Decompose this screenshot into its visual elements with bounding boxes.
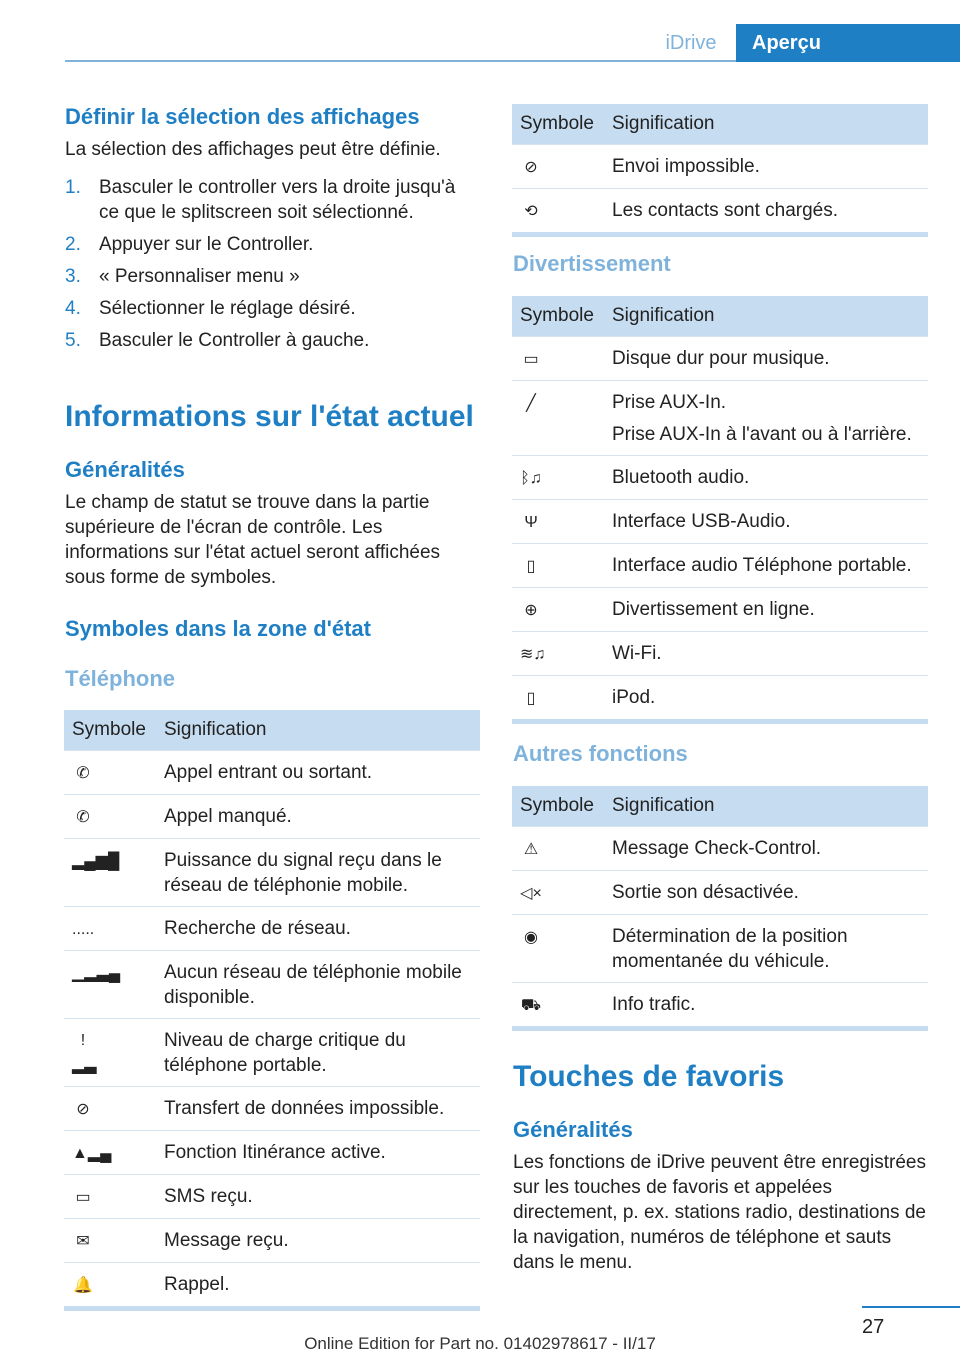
step-text: Basculer le controller vers la droite jusqu'à ce que le splitscreen soit sélectionné.	[99, 177, 456, 223]
table-row	[512, 500, 928, 544]
meaning-text: Interface audio Téléphone portable.	[612, 555, 912, 576]
warning-icon: ⚠	[523, 841, 539, 858]
symbol-cell	[64, 951, 156, 1019]
heading-favorites: Touches de favoris	[513, 1060, 785, 1093]
table-row	[512, 189, 928, 235]
symbol-cell	[64, 751, 156, 795]
meaning-cell	[156, 795, 480, 839]
symbol-cell	[64, 1219, 156, 1263]
meaning-cell	[604, 145, 928, 189]
telephone-symbols-table	[64, 710, 480, 1311]
meaning-text: Bluetooth audio.	[612, 467, 750, 488]
symbol-cell	[64, 1019, 156, 1087]
table-row	[512, 588, 928, 632]
footer-rule	[862, 1306, 960, 1308]
meaning-cell	[156, 1019, 480, 1087]
column-header-symbol: Symbole	[64, 710, 156, 751]
phone-audio-icon: ▯	[526, 558, 536, 575]
header-chapter-tab[interactable]: Aperçu	[736, 24, 960, 62]
heading-general-favorites: Généralités	[513, 1117, 633, 1142]
table-row	[64, 907, 480, 951]
symbol-cell	[64, 1131, 156, 1175]
network-search-icon: .....	[72, 921, 95, 938]
low-battery-icon: !▂▃	[72, 1032, 97, 1074]
table-row	[64, 1019, 480, 1087]
table-row	[512, 983, 928, 1029]
table-row	[64, 1087, 480, 1131]
symbol-cell	[512, 632, 604, 676]
meaning-text: SMS reçu.	[164, 1186, 253, 1207]
meaning-text: Interface USB-Audio.	[612, 511, 791, 532]
meaning-text: Transfert de données impossible.	[164, 1098, 445, 1119]
steps-list	[65, 175, 480, 360]
meaning-text: Info trafic.	[612, 994, 696, 1015]
symbol-cell	[512, 588, 604, 632]
position-icon: ◉	[524, 929, 538, 946]
symbol-cell	[512, 337, 604, 381]
column-header-symbol: Symbole	[512, 104, 604, 145]
symbol-cell	[512, 456, 604, 500]
step-text: Sélectionner le réglage désiré.	[99, 298, 356, 319]
table-row	[512, 337, 928, 381]
paragraph-general: Le champ de statut se trouve dans la partie supérieure de l'écran de contrôle. Les informations sur l'état actuel seront affichées sous forme de symboles.	[65, 492, 441, 588]
step-number: 2.	[65, 234, 81, 255]
symbol-cell	[512, 145, 604, 189]
symbol-cell	[512, 381, 604, 456]
meaning-text: Message reçu.	[164, 1230, 289, 1251]
symbol-cell	[64, 795, 156, 839]
symbol-cell	[64, 1175, 156, 1219]
symbol-cell	[512, 983, 604, 1029]
table-row	[512, 676, 928, 722]
meaning-text: Divertissement en ligne.	[612, 599, 815, 620]
table-row	[512, 381, 928, 456]
table-header-row	[512, 786, 928, 827]
step-item	[65, 232, 480, 257]
table-row	[64, 951, 480, 1019]
header-section-tab[interactable]: iDrive	[665, 32, 717, 54]
meaning-text: Appel entrant ou sortant.	[164, 762, 373, 783]
hard-disk-icon: ▭	[523, 351, 539, 368]
heading-select-displays: Définir la sélection des affichages	[65, 104, 420, 129]
meaning-cell	[604, 544, 928, 588]
meaning-cell	[156, 907, 480, 951]
usb-icon: Ψ	[524, 514, 538, 531]
edition-info: Online Edition for Part no. 01402978617 - II/17	[304, 1334, 656, 1353]
roaming-icon: ▲▂▄	[72, 1145, 112, 1162]
column-header-meaning: Signification	[604, 296, 928, 337]
meaning-cell	[156, 1131, 480, 1175]
table-header-row	[64, 710, 480, 751]
signal-strength-icon: ▂▄▆█	[72, 853, 120, 870]
heading-general: Généralités	[65, 457, 185, 482]
heading-status-symbols: Symboles dans la zone d'état	[65, 616, 371, 641]
column-header-symbol: Symbole	[512, 786, 604, 827]
page-number: 27	[862, 1316, 885, 1338]
symbol-cell	[64, 907, 156, 951]
step-item	[65, 264, 480, 289]
step-item	[65, 175, 480, 225]
phone-call-icon: ✆	[76, 765, 90, 782]
meaning-text: Détermination de la position momentanée du véhicule.	[612, 926, 848, 972]
table-row	[64, 795, 480, 839]
meaning-text: Message Check-Control.	[612, 838, 822, 859]
online-entertainment-icon: ⊕	[524, 602, 538, 619]
step-number: 3.	[65, 266, 81, 287]
message-icon: ✉	[76, 1233, 90, 1250]
meaning-cell	[604, 381, 928, 456]
meaning-cell	[604, 500, 928, 544]
table-row	[512, 632, 928, 676]
meaning-cell	[604, 588, 928, 632]
step-number: 4.	[65, 298, 81, 319]
meaning-cell	[156, 839, 480, 907]
meaning-cell	[604, 827, 928, 871]
meaning-cell	[156, 1219, 480, 1263]
column-header-meaning: Signification	[604, 786, 928, 827]
data-transfer-impossible-icon: ⊘	[76, 1101, 90, 1118]
column-header-symbol: Symbole	[512, 296, 604, 337]
meaning-cell	[156, 951, 480, 1019]
meaning-text: Les contacts sont chargés.	[612, 200, 839, 221]
heading-current-status: Informations sur l'état actuel	[65, 400, 474, 433]
heading-other-functions: Autres fonctions	[513, 741, 688, 766]
table-row	[64, 1131, 480, 1175]
table-row	[512, 827, 928, 871]
table-row	[512, 871, 928, 915]
symbol-cell	[64, 839, 156, 907]
other-functions-table	[512, 786, 928, 1031]
symbol-cell	[64, 1087, 156, 1131]
bluetooth-audio-icon: ᛒ♫	[520, 470, 542, 487]
symbol-cell	[512, 189, 604, 235]
meaning-text: Recherche de réseau.	[164, 918, 351, 939]
mute-icon: ◁×	[520, 885, 542, 902]
step-item	[65, 296, 480, 321]
paragraph-favorites: Les fonctions de iDrive peuvent être enregistrées sur les touches de favoris et appelées directement, p. ex. stations radio, destinations de la navigation, numéros de téléphone et sauts dans le menu.	[513, 1152, 926, 1273]
meaning-cell	[156, 1263, 480, 1309]
meaning-subtext: Prise AUX-In à l'avant ou à l'arrière.	[612, 424, 912, 445]
table-row	[64, 751, 480, 795]
meaning-cell	[604, 676, 928, 722]
meaning-text: Aucun réseau de téléphonie mobile disponible.	[164, 962, 462, 1008]
send-impossible-icon: ⊘	[524, 159, 538, 176]
contacts-loaded-icon: ⟲	[524, 203, 538, 220]
meaning-cell	[604, 189, 928, 235]
missed-call-icon: ✆	[76, 809, 90, 826]
meaning-cell	[156, 1175, 480, 1219]
heading-entertainment: Divertissement	[513, 251, 671, 276]
table-row	[512, 915, 928, 983]
meaning-text: Rappel.	[164, 1274, 230, 1295]
meaning-cell	[156, 751, 480, 795]
meaning-cell	[604, 632, 928, 676]
meaning-cell	[604, 983, 928, 1029]
table-row	[64, 1263, 480, 1309]
meaning-cell	[604, 915, 928, 983]
column-header-meaning: Signification	[156, 710, 480, 751]
meaning-cell	[604, 337, 928, 381]
no-network-icon: ▁▂▃▄	[72, 965, 121, 982]
traffic-info-icon: ⛟	[520, 997, 542, 1014]
symbol-cell	[512, 544, 604, 588]
heading-telephone: Téléphone	[65, 666, 176, 691]
entertainment-symbols-table	[512, 296, 928, 724]
table-row	[64, 1219, 480, 1263]
symbol-cell	[512, 500, 604, 544]
meaning-text: iPod.	[612, 687, 656, 708]
meaning-text: Niveau de charge critique du téléphone portable.	[164, 1030, 406, 1076]
telephone-symbols-table-continued	[512, 104, 928, 237]
step-text: Appuyer sur le Controller.	[99, 234, 314, 255]
meaning-text: Prise AUX-In.	[612, 392, 727, 413]
symbol-cell	[512, 827, 604, 871]
symbol-cell	[512, 871, 604, 915]
column-header-meaning: Signification	[604, 104, 928, 145]
table-header-row	[512, 104, 928, 145]
meaning-cell	[156, 1087, 480, 1131]
paragraph-select-displays: La sélection des affichages peut être définie.	[65, 139, 441, 160]
symbol-cell	[512, 915, 604, 983]
ipod-icon: ▯	[526, 690, 536, 707]
wifi-icon: ≋♫	[520, 646, 546, 663]
meaning-text: Disque dur pour musique.	[612, 348, 830, 369]
table-row	[64, 1175, 480, 1219]
symbol-cell	[512, 676, 604, 722]
meaning-text: Sortie son désactivée.	[612, 882, 799, 903]
reminder-bell-icon: 🔔	[73, 1277, 93, 1294]
step-number: 5.	[65, 330, 81, 351]
meaning-text: Fonction Itinérance active.	[164, 1142, 386, 1163]
meaning-cell	[604, 456, 928, 500]
step-text: Basculer le Controller à gauche.	[99, 330, 370, 351]
table-row	[64, 839, 480, 907]
sms-icon: ▭	[75, 1189, 91, 1206]
meaning-text: Wi-Fi.	[612, 643, 662, 664]
meaning-text: Envoi impossible.	[612, 156, 760, 177]
step-number: 1.	[65, 177, 81, 198]
meaning-text: Appel manqué.	[164, 806, 292, 827]
step-text: « Personnaliser menu »	[99, 266, 300, 287]
aux-in-icon: ╱	[526, 395, 536, 412]
table-row	[512, 544, 928, 588]
step-item	[65, 328, 480, 353]
meaning-text: Puissance du signal reçu dans le réseau de téléphonie mobile.	[164, 850, 442, 896]
table-row	[512, 456, 928, 500]
table-header-row	[512, 296, 928, 337]
table-row	[512, 145, 928, 189]
meaning-cell	[604, 871, 928, 915]
symbol-cell	[64, 1263, 156, 1309]
